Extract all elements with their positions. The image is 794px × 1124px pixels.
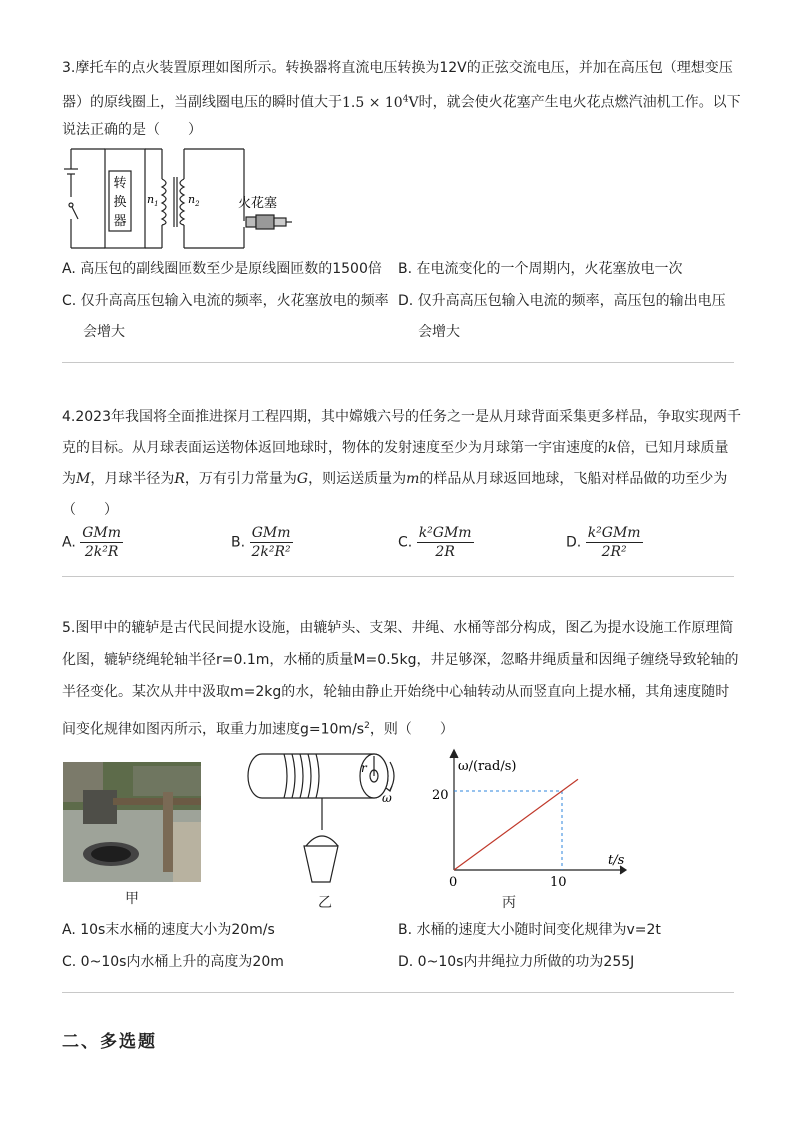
q3-option-d[interactable]: D. 仅升高高压包输入电流的频率，高压包的输出电压 bbox=[398, 293, 726, 309]
spark-plug-label: 火花塞 bbox=[238, 196, 278, 211]
q5-line3: 半径变化。某次从井中汲取m=2kg的水，轮轴由静止开始绕中心轴转动从而竖直向上提水桶，其角速度随时 bbox=[62, 684, 730, 700]
figure-label-jia: 甲 bbox=[125, 891, 139, 907]
divider bbox=[62, 992, 734, 993]
q3-option-c[interactable]: C. 仅升高高压包输入电流的频率，火花塞放电的频率 bbox=[62, 293, 389, 309]
figure-label-yi: 乙 bbox=[318, 895, 332, 911]
converter-label-3: 器 bbox=[113, 214, 127, 229]
q5-option-a[interactable]: A. 10s末水桶的速度大小为20m/s bbox=[62, 922, 275, 938]
graph-origin: 0 bbox=[449, 875, 458, 890]
q5-line4: 间变化规律如图丙所示，取重力加速度$g=10m/s^2$，则（ ） bbox=[62, 721, 454, 738]
q4-option-c[interactable]: C. $\frac{\text{k²GMm}}{2R}$ bbox=[398, 525, 472, 560]
q3-option-a[interactable]: A. 高压包的副线圈匝数至少是原线圈匝数的1500倍 bbox=[62, 261, 382, 277]
q3-option-c-cont: 会增大 bbox=[83, 324, 125, 340]
q5-option-d[interactable]: D. 0~10s内井绳拉力所做的功为255J bbox=[398, 954, 635, 970]
n1-label: $n_1$ bbox=[147, 193, 159, 208]
graph-ylabel: ω/(rad/s) bbox=[458, 759, 517, 774]
converter-label-1: 转 bbox=[113, 176, 127, 191]
radius-label: r bbox=[361, 761, 367, 775]
q5-line2: 化图，辘轳绕绳轮轴半径r=0.1m，水桶的质量M=0.5kg，井足够深，忽略井绳质量和因绳子缠绕导致轮轴的 bbox=[62, 652, 739, 668]
q4-option-d[interactable]: D. $\frac{\text{k²GMm}}{\text{2R²}}$ bbox=[566, 525, 641, 560]
q4-option-d-fraction: $\frac{\text{k²GMm}}{\text{2R²}}$ bbox=[587, 525, 641, 560]
q3-option-d-cont: 会增大 bbox=[418, 324, 460, 340]
q4-line4: （ ） bbox=[62, 502, 118, 518]
divider bbox=[62, 576, 734, 577]
ignition-circuit-figure bbox=[62, 143, 294, 255]
q3-option-b[interactable]: B. 在电流变化的一个周期内，火花塞放电一次 bbox=[398, 261, 683, 277]
well-windlass-photo bbox=[63, 762, 201, 882]
omega-line bbox=[454, 779, 578, 870]
q3-line1: 3.摩托车的点火装置原理如图所示。转换器将直流电压转换为12V的正弦交流电压，并加在高压包（理想变压 bbox=[62, 60, 733, 76]
q4-line3: 为M，月球半径为R，万有引力常量为G，则运送质量为m的样品从月球返回地球，飞船对样品做的功至少为 bbox=[62, 471, 728, 487]
graph-xlabel: t/s bbox=[608, 853, 625, 868]
q5-option-b[interactable]: B. 水桶的速度大小随时间变化规律为v=2t bbox=[398, 922, 661, 938]
windlass-diagram bbox=[244, 748, 406, 888]
n2-label: $n_2$ bbox=[188, 193, 200, 208]
q5-option-c[interactable]: C. 0~10s内水桶上升的高度为20m bbox=[62, 954, 284, 970]
divider bbox=[62, 362, 734, 363]
converter-label-2: 换 bbox=[113, 195, 127, 210]
graph-x10: 10 bbox=[550, 875, 567, 890]
q4-line1: 4.2023年我国将全面推进探月工程四期，其中嫦娥六号的任务之一是从月球背面采集更多样品，争取实现两千 bbox=[62, 409, 741, 425]
q3-line3: 说法正确的是（ ） bbox=[62, 122, 202, 138]
omega-time-graph bbox=[424, 746, 632, 890]
q5-line1: 5.图甲中的辘轳是古代民间提水设施，由辘轳头、支架、井绳、水桶等部分构成，图乙为提水设施工作原理简 bbox=[62, 620, 734, 636]
q4-option-a-fraction: $\frac{\text{GMm}}{\text{2k²R}}$ bbox=[82, 525, 122, 560]
section-heading: 二、多选题 bbox=[62, 1032, 157, 1052]
graph-y20: 20 bbox=[432, 788, 449, 803]
q3-line2: 器）的原线圈上，当副线圈电压的瞬时值大于$1.5 \times 10^4V$时，就会使火花塞产生电火花点燃汽油机工作。以下 bbox=[62, 94, 741, 111]
q4-option-c-fraction: $\frac{\text{k²GMm}}{2R}$ bbox=[418, 525, 472, 560]
q4-option-a[interactable]: A. $\frac{\text{GMm}}{\text{2k²R}}$ bbox=[62, 525, 122, 560]
omega-label: ω bbox=[382, 791, 392, 805]
q4-line2: 克的目标。从月球表面运送物体返回地球时，物体的发射速度至少为月球第一宇宙速度的k倍，已知月球质量 bbox=[62, 440, 729, 456]
q4-option-b[interactable]: B. $\frac{\text{GMm}}{\text{2k²R²}}$ bbox=[231, 525, 291, 560]
q4-option-b-fraction: $\frac{\text{GMm}}{\text{2k²R²}}$ bbox=[251, 525, 291, 560]
figure-label-bing: 丙 bbox=[502, 895, 516, 911]
